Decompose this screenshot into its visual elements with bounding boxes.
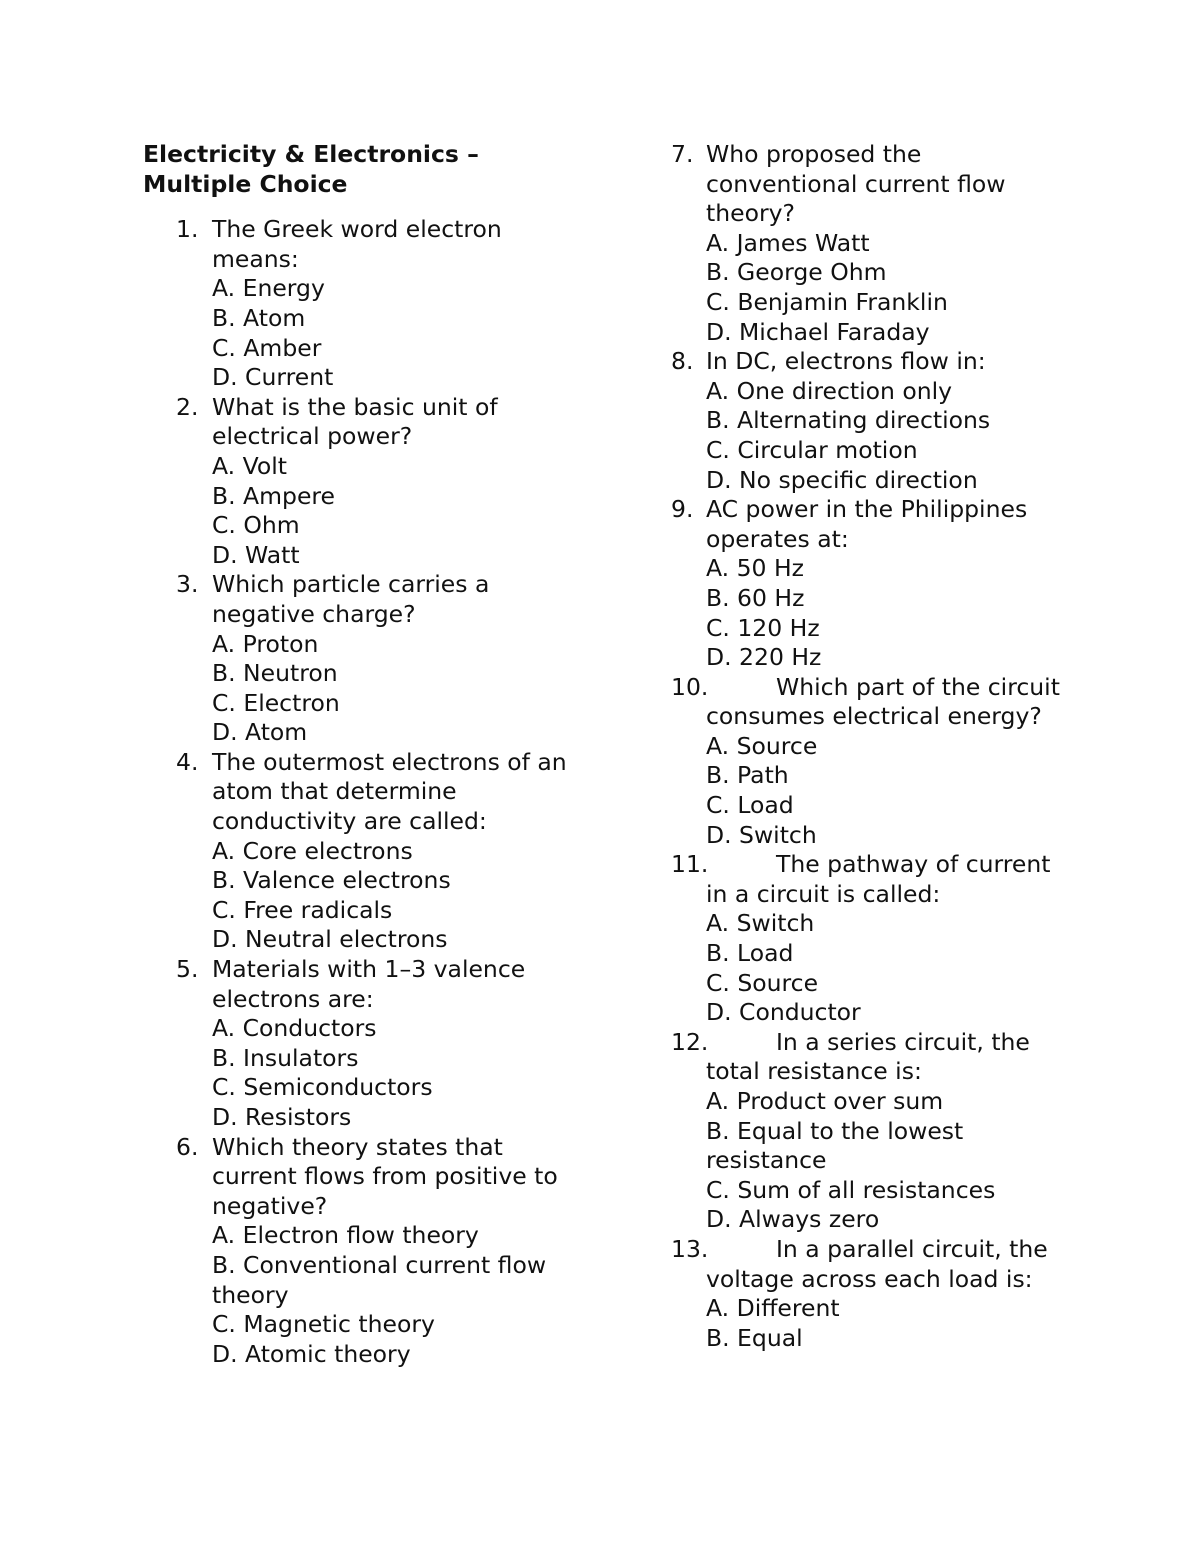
- question-number: 4.: [176, 747, 199, 776]
- option-d: D. No specific direction: [706, 465, 978, 494]
- option-a: A. 50 Hz: [706, 554, 804, 583]
- question-number: 6.: [176, 1132, 199, 1161]
- question-12: [671, 1028, 1071, 1235]
- option-d: D. Always zero: [706, 1205, 880, 1234]
- option-d: D. Switch: [706, 820, 817, 849]
- question-3: [143, 570, 573, 748]
- right-column: [671, 140, 1071, 1353]
- option-d: D. Watt: [212, 540, 300, 569]
- question-10: [671, 673, 1071, 851]
- option-a: A. Energy: [212, 274, 325, 303]
- option-b: B. Neutron: [212, 659, 338, 688]
- question-number: 9.: [671, 495, 694, 524]
- question-6: [143, 1133, 573, 1370]
- option-a: A. Different: [706, 1294, 840, 1323]
- question-text: In DC, electrons flow in:: [706, 347, 986, 376]
- option-c: C. Circular motion: [706, 435, 918, 464]
- option-d: D. Neutral electrons: [212, 925, 448, 954]
- option-b: B. Equal: [706, 1323, 803, 1352]
- question-text: AC power in the Philippines operates at:: [706, 495, 1028, 553]
- question-number: 10.: [671, 672, 709, 701]
- question-number: 5.: [176, 955, 199, 984]
- option-a: A. James Watt: [706, 228, 870, 257]
- option-c: C. 120 Hz: [706, 613, 820, 642]
- question-text: Which particle carries a negative charge?: [212, 570, 490, 628]
- option-c: C. Benjamin Franklin: [706, 287, 948, 316]
- option-b: B. Ampere: [212, 481, 336, 510]
- left-column: [143, 140, 573, 1369]
- question-list-right: [671, 140, 1071, 1353]
- question-8: [671, 347, 1071, 495]
- option-d: D. Current: [212, 363, 334, 392]
- option-b: B. Conventional current flow theory: [212, 1250, 547, 1309]
- question-11: [671, 850, 1071, 1028]
- option-a: A. Conductors: [212, 1014, 377, 1043]
- question-number: 8.: [671, 347, 694, 376]
- question-text: Which part of the circuit consumes electrical energy?: [706, 672, 1060, 731]
- question-number: 13.: [671, 1234, 709, 1263]
- option-b: B. Insulators: [212, 1043, 359, 1072]
- question-text: What is the basic unit of electrical power?: [212, 392, 498, 451]
- option-a: A. Electron flow theory: [212, 1221, 479, 1250]
- option-a: A. Proton: [212, 629, 319, 658]
- question-number: 7.: [671, 140, 694, 168]
- option-b: B. George Ohm: [706, 258, 887, 287]
- option-b: B. Atom: [212, 303, 306, 332]
- option-b: B. Alternating directions: [706, 406, 991, 435]
- question-number: 1.: [176, 215, 199, 244]
- option-c: C. Ohm: [212, 511, 300, 540]
- option-d: D. Michael Faraday: [706, 317, 930, 346]
- option-d: D. Atom: [212, 718, 308, 747]
- question-13: [671, 1235, 1071, 1353]
- question-9: [671, 495, 1071, 673]
- option-d: D. Conductor: [706, 998, 861, 1027]
- option-b: B. Load: [706, 939, 794, 968]
- option-b: B. 60 Hz: [706, 583, 805, 612]
- question-text: The outermost electrons of an atom that determine conductivity are called:: [212, 747, 567, 836]
- question-4: [143, 748, 573, 955]
- option-a: A. Source: [706, 731, 818, 760]
- title-line-2: Multiple Choice: [143, 169, 348, 198]
- question-2: [143, 393, 573, 571]
- option-c: C. Amber: [212, 333, 322, 362]
- question-text: In a series circuit, the total resistance is:: [706, 1027, 1030, 1086]
- option-d: D. Atomic theory: [212, 1339, 411, 1368]
- question-number: 2.: [176, 392, 199, 421]
- option-b: B. Valence electrons: [212, 866, 451, 895]
- question-text: Materials with 1–3 valence electrons are:: [212, 955, 526, 1013]
- question-text: The Greek word electron means:: [212, 215, 502, 273]
- option-b: B. Path: [706, 761, 789, 790]
- question-number: 11.: [671, 850, 709, 879]
- question-text: Which theory states that current flows from positive to negative?: [212, 1132, 558, 1220]
- option-a: A. Volt: [212, 451, 287, 480]
- question-5: [143, 955, 573, 1133]
- option-a: A. Core electrons: [212, 836, 413, 865]
- option-c: C. Semiconductors: [212, 1073, 433, 1102]
- option-c: C. Load: [706, 791, 794, 820]
- question-7: [671, 140, 1071, 347]
- option-d: D. Resistors: [212, 1103, 352, 1131]
- option-d: D. 220 Hz: [706, 643, 822, 672]
- document-title: [143, 140, 573, 199]
- question-number: 12.: [671, 1027, 709, 1056]
- question-list-left: [143, 215, 573, 1369]
- option-a: A. Product over sum: [706, 1087, 944, 1115]
- question-text: In a parallel circuit, the voltage across each load is:: [706, 1234, 1048, 1293]
- title-line-1: Electricity & Electronics –: [143, 140, 479, 168]
- question-text: Who proposed the conventional current flow theory?: [706, 140, 1006, 228]
- question-text: The pathway of current in a circuit is called:: [706, 850, 1051, 908]
- option-c: C. Free radicals: [212, 895, 393, 924]
- option-c: C. Sum of all resistances: [706, 1175, 996, 1204]
- question-number: 3.: [176, 570, 199, 599]
- question-1: [143, 215, 573, 393]
- option-b: B. Equal to the lowest resistance: [706, 1116, 964, 1175]
- option-a: A. Switch: [706, 909, 815, 938]
- option-c: C. Magnetic theory: [212, 1310, 435, 1339]
- option-c: C. Electron: [212, 688, 340, 717]
- option-a: A. One direction only: [706, 376, 953, 405]
- option-c: C. Source: [706, 968, 819, 997]
